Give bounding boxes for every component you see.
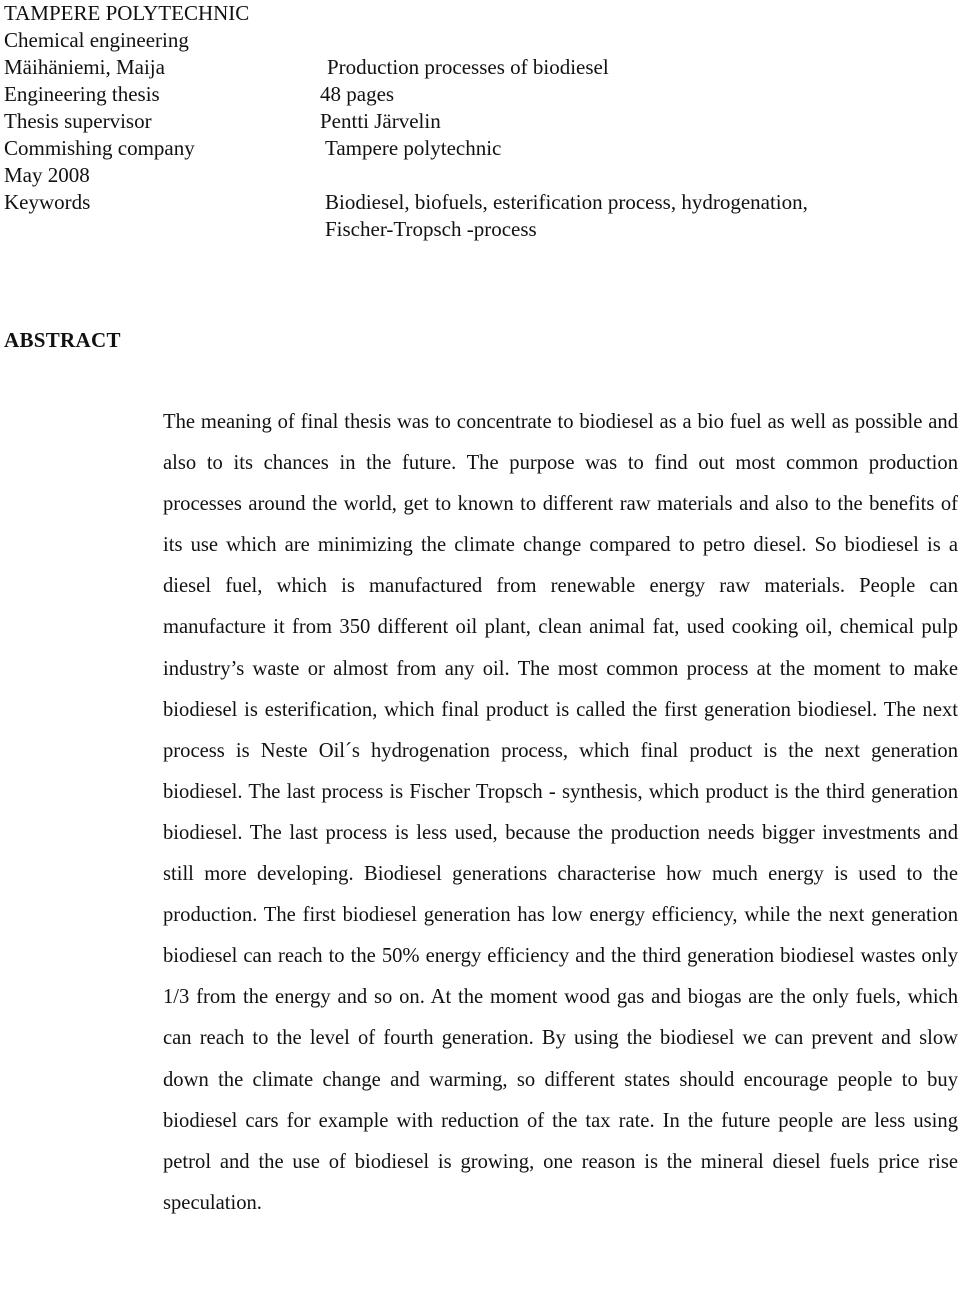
page-count: 48 pages — [320, 82, 395, 106]
department-name: Chemical engineering — [4, 28, 189, 52]
thesis-date: May 2008 — [4, 163, 90, 187]
thesis-title: Production processes of biodiesel — [327, 55, 609, 79]
meta-label-thesis-type: Engineering thesis — [4, 82, 160, 106]
meta-label-supervisor: Thesis supervisor — [4, 109, 152, 133]
abstract-heading: ABSTRACT — [4, 328, 121, 352]
keywords-line-2: Fischer-Tropsch -process — [325, 217, 537, 241]
keywords-line-1: Biodiesel, biofuels, esterification process, hydrogenation, — [325, 190, 808, 214]
institution-name: TAMPERE POLYTECHNIC — [4, 1, 250, 25]
abstract-paragraph: The meaning of final thesis was to concentrate to biodiesel as a bio fuel as well as possible and also to its chances in the future. The purpose was to find out most common production processes around the world, get to known to different raw materials and also to the benefits of its use which are minimizing the climate change compared to petro diesel. So biodiesel is a diesel fuel, which is manufactured from renewable energy raw materials. People can manufacture it from 350 different oil plant, clean animal fat, used cooking oil, chemical pulp industry’s waste or almost from any oil. The most common process at the moment to make biodiesel is esterification, which final product is called the first generation biodiesel. The next process is Neste Oil´s hydrogenation process, which final product is the next generation biodiesel. The last process is Fischer Tropsch - synthesis, which product is the third generation biodiesel. The last process is less used, because the production needs bigger investments and still more developing. Biodiesel generations characterise how much energy is used to the production. The first biodiesel generation has low energy efficiency, while the next generation biodiesel can reach to the 50% energy efficiency and the third generation biodiesel wastes only 1/3 from the energy and so on. At the moment wood gas and biogas are the only fuels, which can reach to the level of fourth generation. By using the biodiesel we can prevent and slow down the climate change and warming, so different states should encourage people to buy biodiesel cars for example with reduction of the tax rate. In the future people are less using petrol and the use of biodiesel is growing, one reason is the mineral diesel fuels price rise speculation. — [163, 411, 958, 1214]
supervisor-name: Pentti Järvelin — [320, 109, 441, 133]
meta-label-company: Commishing company — [4, 136, 195, 160]
company-name: Tampere polytechnic — [325, 136, 502, 160]
keywords-label: Keywords — [4, 190, 91, 214]
abstract-body — [163, 402, 958, 1224]
author-name: Mäihäniemi, Maija — [4, 55, 165, 79]
